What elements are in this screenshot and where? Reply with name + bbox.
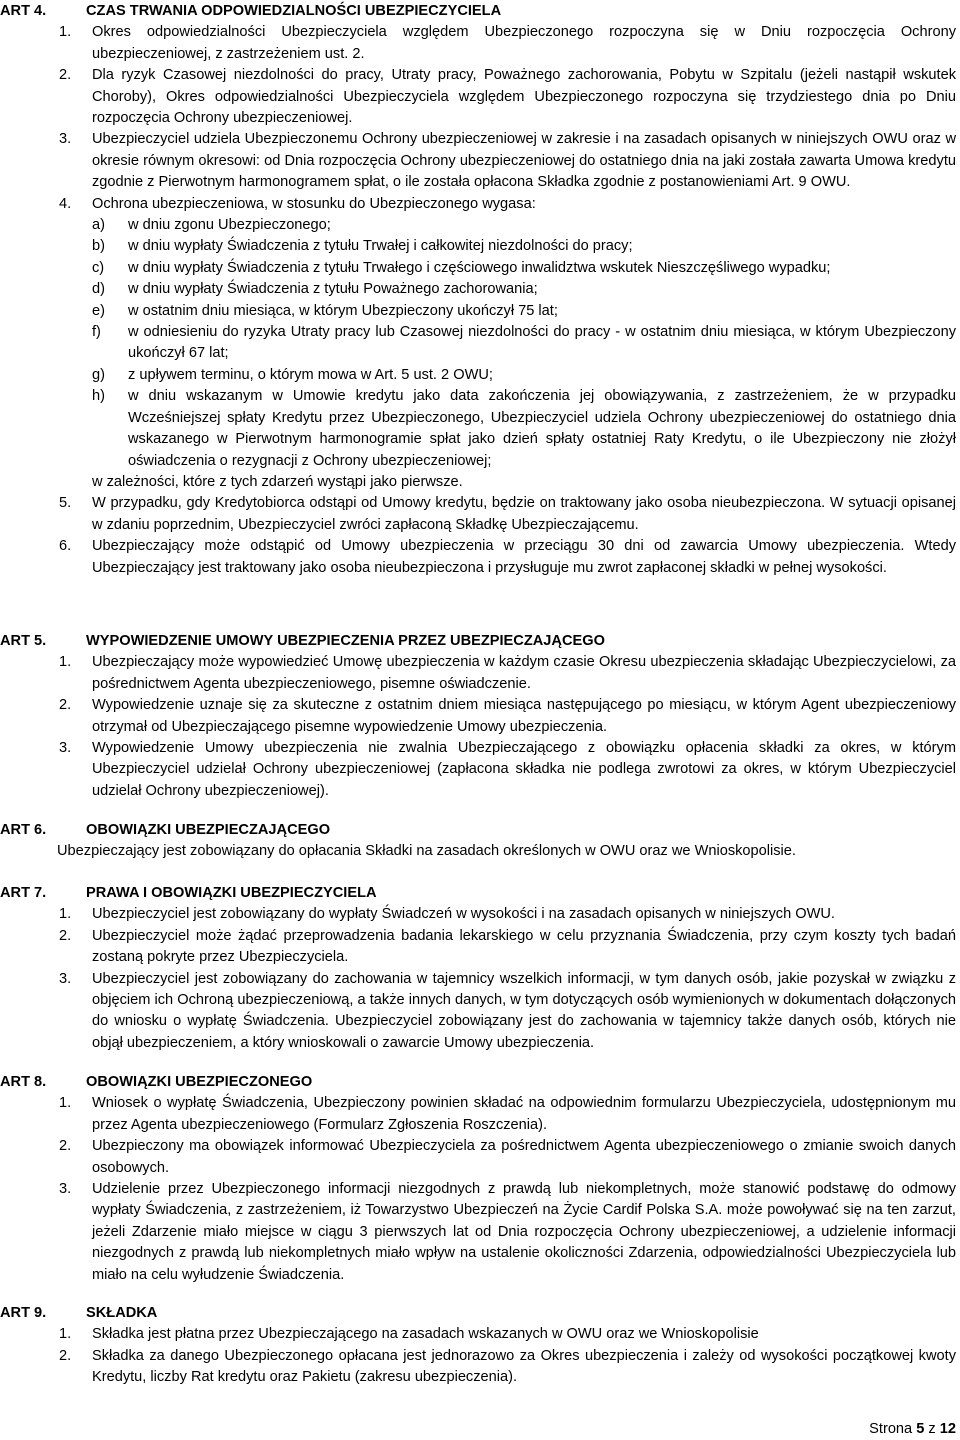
paragraph — [0, 65, 960, 129]
paragraph — [0, 536, 960, 579]
paragraph-text: Okres odpowiedzialności Ubezpieczyciela względem Ubezpieczonego rozpoczyna się w Dniu rozpoczęcia Ochrony ubezpieczeniowej, z zastrzeżeniem ust. 2. — [92, 24, 956, 62]
sub-item — [0, 301, 960, 322]
paragraph — [0, 129, 960, 193]
page-number-prefix: Strona — [869, 1421, 917, 1437]
paragraph-text: Ubezpieczający może odstąpić od Umowy ubezpieczenia w przeciągu 30 dni od zawarcia Umowy ubezpieczenia. Wtedy Ubezpieczający jest traktowany jako osoba nieubezpieczona i przysługuje mu zwrot zapłaconej składki w pełnej wysokości. — [92, 538, 956, 576]
paragraph — [0, 695, 960, 738]
sub-item-letter: g) — [92, 366, 105, 383]
paragraph-number: 1. — [59, 24, 72, 41]
paragraph-number: 3. — [59, 1181, 72, 1198]
sub-item-letter: b) — [92, 238, 105, 255]
article-heading — [0, 1303, 960, 1324]
page-number-current: 5 — [916, 1421, 925, 1437]
sub-item — [0, 215, 960, 236]
paragraph-number: 6. — [59, 538, 72, 555]
paragraph-number: 4. — [59, 195, 72, 212]
sub-item-letter: c) — [92, 259, 105, 276]
article-heading — [0, 631, 960, 652]
article-9 — [0, 1303, 960, 1389]
paragraph-number: 2. — [59, 1347, 72, 1364]
paragraph-text: Ubezpieczyciel jest zobowiązany do zachowania w tajemnicy wszelkich informacji, w tym danych osób, jakie pozyskał w związku z objęciem ich Ochroną ubezpieczeniową, a także innych danych, w tym dotyczących osób wymienionych w dokumentach dołączonych do wniosku o wypłatę Świadczenia. Ubezpieczyciel zobowiązany jest do zachowania w tajemnicy także danych osób, których nie objął ubezpieczeniem, a który wnioskowali o zawarcie Umowy ubezpieczenia. — [92, 970, 956, 1051]
paragraph-text: Ubezpieczony ma obowiązek informować Ubezpieczyciela za pośrednictwem Agenta ubezpieczeniowego o zmianie swoich danych osobowych. — [92, 1138, 956, 1176]
article-title: CZAS TRWANIA ODPOWIEDZIALNOŚCI UBEZPIECZYCIELA — [86, 3, 502, 19]
sub-item-text: w odniesieniu do ryzyka Utraty pracy lub Czasowej niezdolności do pracy - w ostatnim dniu miesiąca, w którym Ubezpieczony ukończył 67 lat; — [128, 324, 956, 362]
sub-item — [0, 236, 960, 257]
sub-item-letter: a) — [92, 217, 105, 234]
sub-item-letter: h) — [92, 388, 105, 405]
closing-sentence: w zależności, które z tych zdarzeń wystąpi jako pierwsze. — [92, 473, 463, 490]
sub-item-text: w dniu zgonu Ubezpieczonego; — [128, 217, 331, 234]
paragraph-number: 1. — [59, 906, 72, 923]
sub-item — [0, 365, 960, 386]
article-heading — [0, 1, 960, 22]
page-number-total: 12 — [939, 1421, 956, 1437]
paragraph — [0, 1179, 960, 1286]
paragraph-text: Ubezpieczyciel może żądać przeprowadzenia badania lekarskiego w celu przyznania Świadczenia, przy czym koszty tych badań zostaną pokryte przez Ubezpieczyciela. — [92, 927, 956, 966]
article-number: ART 7. — [0, 885, 47, 901]
paragraph-number: 2. — [59, 1138, 72, 1155]
sub-item — [0, 322, 960, 365]
sub-item-text: w dniu wskazanym w Umowie kredytu jako data zakończenia jej obowiązywania, z zastrzeżeniem, że w przypadku Wcześniejszej spłaty Kredytu przez Ubezpieczonego, Ubezpieczyciel udziela Ochrony ubezpieczeniowej do ostatniego dnia wskazanego w Pierwotnym harmonogramie spłat jako dzień spłaty ostatniej Raty Kredytu, o ile Ubezpieczony nie złożył oświadczenia o rezygnacji z Ochrony ubezpieczeniowej; — [128, 388, 956, 469]
article-title: OBOWIĄZKI UBEZPIECZAJĄCEGO — [86, 822, 331, 838]
paragraph-text: Ochrona ubezpieczeniowa, w stosunku do Ubezpieczonego wygasa: — [92, 195, 536, 212]
paragraph-text: Ubezpieczyciel udziela Ubezpieczonemu Ochrony ubezpieczeniowej w zakresie i na zasadach opisanych w niniejszych OWU oraz w okresie równym okresowi: od Dnia rozpoczęcia Ochrony ubezpieczeniowej do ostatniego dnia na jaki została zawarta Umowa kredytu zgodnie z Pierwotnym harmonogramem spłat, o ile została opłacona Składka zgodnie z postanowieniami Art. 9 OWU. — [92, 131, 956, 191]
paragraph-text: Udzielenie przez Ubezpieczonego informacji niezgodnych z prawdą lub niekompletnych, może stanowić podstawę do odmowy wypłaty Świadczenia, z zastrzeżeniem, iż Towarzystwo Ubezpieczeń na Życie Cardif Polska S.A. może powoływać się na ten zarzut, jeżeli Zdarzenie miało miejsce w ciągu 3 pierwszych lat od Dnia rozpoczęcia Ochrony ubezpieczeniowej, a udzielenie informacji niezgodnych z prawdą lub niekompletnych miało wpływ na ustalenie okoliczności Zdarzenia, odpowiedzialności Ubezpieczyciela lub miało na celu wyłudzenie Świadczenia. — [92, 1181, 956, 1283]
paragraph — [0, 926, 960, 969]
paragraph-number: 2. — [59, 927, 72, 944]
paragraph — [0, 22, 960, 65]
article-heading — [0, 883, 960, 904]
paragraph-text: Ubezpieczyciel jest zobowiązany do wypłaty Świadczeń w wysokości i na zasadach opisanych w niniejszych OWU. — [92, 906, 835, 923]
paragraph-number: 1. — [59, 1095, 72, 1112]
paragraph — [0, 194, 960, 215]
paragraph-number: 3. — [59, 740, 72, 757]
page-number-separator: z — [924, 1421, 940, 1437]
sub-item — [0, 279, 960, 300]
article-title: WYPOWIEDZENIE UMOWY UBEZPIECZENIA PRZEZ UBEZPIECZAJĄCEGO — [86, 633, 605, 649]
paragraph — [0, 969, 960, 1055]
article-8 — [0, 1072, 960, 1286]
paragraph-text: Dla ryzyk Czasowej niezdolności do pracy, Utraty pracy, Poważnego zachorowania, Pobytu w Szpitalu (jeżeli nastąpił wskutek Choroby), Okres odpowiedzialności Ubezpieczyciela względem Ubezpieczonego rozpoczyna się trzydziestego dnia po Dniu rozpoczęcia Ochrony ubezpieczeniowej. — [92, 67, 956, 127]
paragraph — [0, 652, 960, 695]
sub-item-letter: d) — [92, 281, 105, 298]
sub-item-text: w dniu wypłaty Świadczenia z tytułu Trwałej i całkowitej niezdolności do pracy; — [128, 238, 633, 255]
sub-item — [0, 386, 960, 472]
paragraph-text: Składka za danego Ubezpieczonego opłacana jest jednorazowo za Okres ubezpieczenia i zależy od wysokości początkowej kwoty Kredytu, liczby Rat kredytu oraz Pakietu (zakresu ubezpieczenia). — [92, 1347, 956, 1386]
sub-item-letter: e) — [92, 302, 105, 319]
paragraph — [0, 1136, 960, 1179]
paragraph-text: Składka jest płatna przez Ubezpieczającego na zasadach wskazanych w OWU oraz we Wnioskopolisie — [92, 1326, 759, 1343]
paragraph — [0, 1346, 960, 1389]
article-title: PRAWA I OBOWIĄZKI UBEZPIECZYCIELA — [86, 885, 377, 901]
paragraph-text: Wniosek o wypłatę Świadczenia, Ubezpieczony powinien składać na odpowiednim formularzu Ubezpieczyciela, udostępnionym mu przez Agenta ubezpieczeniowego (Formularz Zgłoszenia Roszczenia). — [92, 1095, 956, 1133]
article-number: ART 5. — [0, 633, 47, 649]
sub-item-text: w dniu wypłaty Świadczenia z tytułu Poważnego zachorowania; — [128, 281, 538, 298]
article-title: SKŁADKA — [86, 1305, 158, 1321]
sub-item-text: w dniu wypłaty Świadczenia z tytułu Trwałego i częściowego inwalidztwa wskutek Nieszczęśliwego wypadku; — [128, 259, 831, 276]
page-number — [869, 1419, 956, 1440]
paragraph — [0, 493, 960, 536]
paragraph-number: 1. — [59, 1326, 72, 1343]
sub-item — [0, 258, 960, 279]
paragraph — [0, 904, 960, 925]
article-5 — [0, 631, 960, 802]
sub-item-text: z upływem terminu, o którym mowa w Art. 5 ust. 2 OWU; — [128, 366, 493, 383]
article-number: ART 4. — [0, 3, 47, 19]
paragraph — [0, 738, 960, 802]
paragraph-text: W przypadku, gdy Kredytobiorca odstąpi od Umowy kredytu, będzie on traktowany jako osoba nieubezpieczona. W sytuacji opisanej w zdaniu poprzednim, Ubezpieczyciel zwróci zapłaconą Składkę Ubezpieczającemu. — [92, 495, 956, 533]
article-6 — [0, 820, 960, 863]
article-heading — [0, 820, 960, 841]
article-7 — [0, 883, 960, 1054]
article-number: ART 8. — [0, 1074, 47, 1090]
paragraph-text: Ubezpieczający może wypowiedzieć Umowę ubezpieczenia w każdym czasie Okresu ubezpieczenia składając Ubezpieczycielowi, za pośrednictwem Agenta ubezpieczeniowego, pisemne oświadczenie. — [92, 654, 956, 692]
article-number: ART 9. — [0, 1305, 47, 1321]
paragraph-text: Wypowiedzenie uznaje się za skuteczne z ostatnim dniem miesiąca następującego po miesiącu, w którym Agent ubezpieczeniowy otrzymał od Ubezpieczającego pisemne wypowiedzenie Umowy ubezpieczenia. — [92, 697, 956, 735]
sub-item-letter: f) — [92, 324, 101, 341]
article-text: Ubezpieczający jest zobowiązany do opłacania Składki na zasadach określonych w OWU oraz we Wnioskopolisie. — [57, 843, 796, 860]
paragraph — [0, 1093, 960, 1136]
paragraph — [0, 1324, 960, 1345]
paragraph-number: 3. — [59, 970, 72, 987]
paragraph-number: 1. — [59, 654, 72, 671]
article-number: ART 6. — [0, 822, 47, 838]
article-4 — [0, 1, 960, 579]
paragraph-number: 5. — [59, 495, 72, 512]
paragraph-number: 3. — [59, 131, 72, 148]
article-title: OBOWIĄZKI UBEZPIECZONEGO — [86, 1074, 313, 1090]
paragraph-number: 2. — [59, 67, 72, 84]
sub-item-text: w ostatnim dniu miesiąca, w którym Ubezpieczony ukończył 75 lat; — [128, 302, 558, 319]
article-heading — [0, 1072, 960, 1093]
paragraph-number: 2. — [59, 697, 72, 714]
paragraph-text: Wypowiedzenie Umowy ubezpieczenia nie zwalnia Ubezpieczającego z obowiązku opłacenia składki za okres, w którym Ubezpieczyciel udzielał Ochrony ubezpieczeniowej (zapłacona składka nie podlega zwrotowi za okres, w którym Ubezpieczyciel udzielał Ochrony ubezpieczeniowej). — [92, 740, 956, 799]
